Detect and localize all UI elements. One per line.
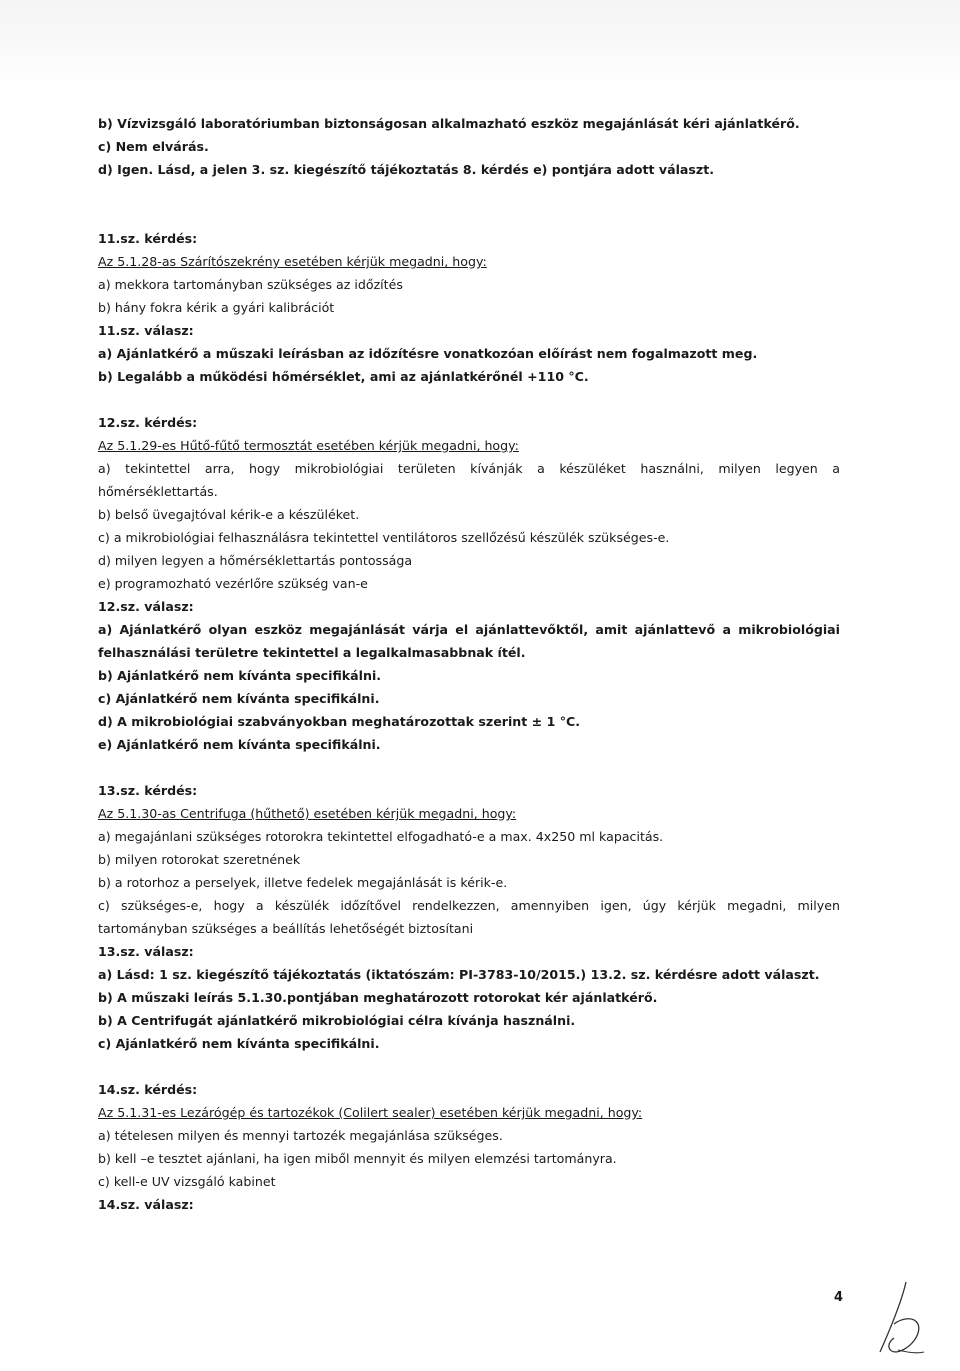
question-intro: Az 5.1.30-as Centrifuga (hűthető) esetében kérjük megadni, hogy: bbox=[98, 806, 517, 821]
answer-line: felhasználási területre tekintettel a legalkalmasabbnak ítél. bbox=[98, 645, 526, 660]
question-line: a) megajánlani szükséges rotorokra tekintettel elfogadható-e a max. 4x250 ml kapacitás. bbox=[98, 829, 664, 844]
question-heading: 13.sz. kérdés: bbox=[98, 783, 198, 798]
question-line: c) szükséges-e, hogy a készülék időzítővel rendelkezzen, amennyiben igen, úgy kérjük megadni, milyen bbox=[98, 898, 840, 913]
answer-line: a) Ajánlatkérő a műszaki leírásban az időzítésre vonatkozóan előírást nem fogalmazott meg. bbox=[98, 346, 758, 361]
question-line: a) tételesen milyen és mennyi tartozék megajánlása szükséges. bbox=[98, 1128, 503, 1143]
question-line: d) milyen legyen a hőmérséklettartás pontossága bbox=[98, 553, 413, 568]
answer-heading: 11.sz. válasz: bbox=[98, 323, 194, 338]
answer-line: d) A mikrobiológiai szabványokban meghatározottak szerint ± 1 °C. bbox=[98, 714, 581, 729]
question-line: b) belső üvegajtóval kérik-e a készüléket. bbox=[98, 507, 360, 522]
question-line: b) milyen rotorokat szeretnének bbox=[98, 852, 301, 867]
answer-line: a) Lásd: 1 sz. kiegészítő tájékoztatás (iktatószám: PI-3783-10/2015.) 13.2. sz. kérdésre adott választ. bbox=[98, 967, 820, 982]
question-intro: Az 5.1.28-as Szárítószekrény esetében kérjük megadni, hogy: bbox=[98, 254, 487, 269]
answer-heading: 12.sz. válasz: bbox=[98, 599, 194, 614]
answer-line: b) Legalább a működési hőmérséklet, ami az ajánlatkérőnél +110 °C. bbox=[98, 369, 589, 384]
answer-heading: 14.sz. válasz: bbox=[98, 1197, 194, 1212]
question-line: b) a rotorhoz a perselyek, illetve fedelek megajánlását is kérik-e. bbox=[98, 875, 508, 890]
question-line: c) kell-e UV vizsgáló kabinet bbox=[98, 1174, 276, 1189]
question-line: b) kell –e tesztet ajánlani, ha igen miből mennyit és milyen elemzési tartományra. bbox=[98, 1151, 617, 1166]
question-intro: Az 5.1.31-es Lezárógép és tartozékok (Colilert sealer) esetében kérjük megadni, hogy: bbox=[98, 1105, 643, 1120]
answer-line: c) Nem elvárás. bbox=[98, 139, 209, 154]
answer-line: e) Ajánlatkérő nem kívánta specifikálni. bbox=[98, 737, 381, 752]
scan-shadow bbox=[0, 0, 960, 90]
question-line: a) tekintettel arra, hogy mikrobiológiai területen kívánják a készüléket használni, milyen legyen a bbox=[98, 461, 840, 476]
answer-line: d) Igen. Lásd, a jelen 3. sz. kiegészítő tájékoztatás 8. kérdés e) pontjára adott választ. bbox=[98, 162, 715, 177]
page-number: 4 bbox=[834, 1290, 844, 1305]
answer-line: b) Ajánlatkérő nem kívánta specifikálni. bbox=[98, 668, 382, 683]
question-line: hőmérséklettartás. bbox=[98, 484, 218, 499]
question-line: a) mekkora tartományban szükséges az időzítés bbox=[98, 277, 403, 292]
question-line: e) programozható vezérlőre szükség van-e bbox=[98, 576, 368, 591]
question-line: b) hány fokra kérik a gyári kalibrációt bbox=[98, 300, 335, 315]
question-intro: Az 5.1.29-es Hűtő-fűtő termosztát esetében kérjük megadni, hogy: bbox=[98, 438, 519, 453]
question-heading: 12.sz. kérdés: bbox=[98, 415, 198, 430]
answer-line: c) Ajánlatkérő nem kívánta specifikálni. bbox=[98, 1036, 380, 1051]
question-line: tartományban szükséges a beállítás lehetőségét biztosítani bbox=[98, 921, 474, 936]
answer-line: c) Ajánlatkérő nem kívánta specifikálni. bbox=[98, 691, 380, 706]
document-body bbox=[98, 112, 840, 1216]
answer-line: b) A Centrifugát ajánlatkérő mikrobiológiai célra kívánja használni. bbox=[98, 1013, 576, 1028]
question-heading: 14.sz. kérdés: bbox=[98, 1082, 198, 1097]
answer-line: a) Ajánlatkérő olyan eszköz megajánlását várja el ajánlattevőktől, amit ajánlattevő a mikrobiológiai bbox=[98, 622, 840, 637]
initials-signature bbox=[872, 1280, 932, 1360]
question-line: c) a mikrobiológiai felhasználásra tekintettel ventilátoros szellőzésű készülék szükséges-e. bbox=[98, 530, 670, 545]
answer-heading: 13.sz. válasz: bbox=[98, 944, 194, 959]
question-heading: 11.sz. kérdés: bbox=[98, 231, 198, 246]
answer-line: b) A műszaki leírás 5.1.30.pontjában meghatározott rotorokat kér ajánlatkérő. bbox=[98, 990, 658, 1005]
answer-line: b) Vízvizsgáló laboratóriumban biztonságosan alkalmazható eszköz megajánlását kéri ajánlatkérő. bbox=[98, 116, 800, 131]
